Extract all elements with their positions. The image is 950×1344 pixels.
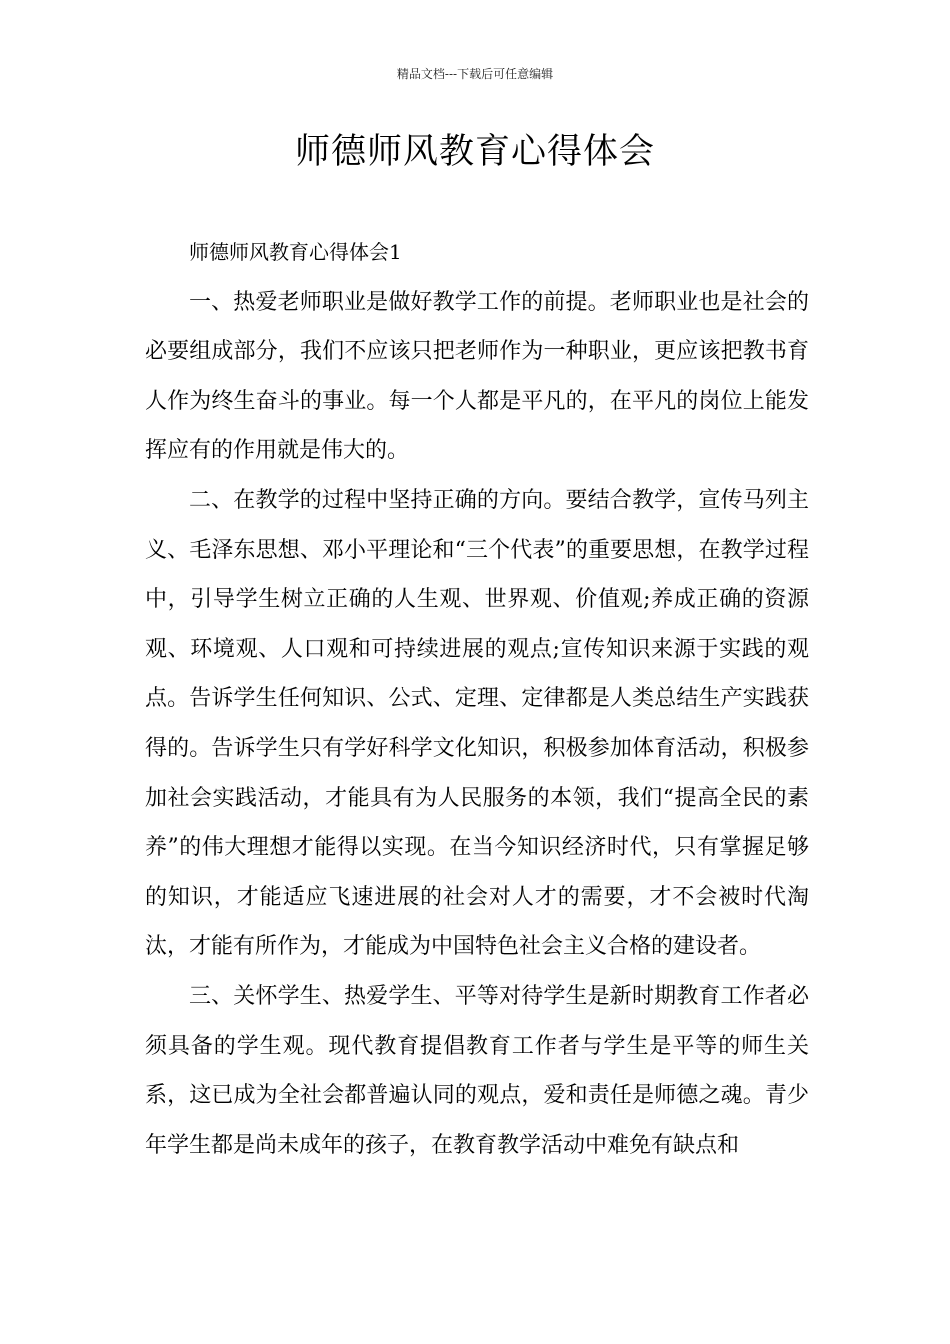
document-title: 师德师风教育心得体会 (294, 132, 655, 172)
paragraph-1: 一、热爱老师职业是做好教学工作的前提。老师职业也是社会的必要组成部分，我们不应该只把老师作为一种职业，更应该把教书育人作为终生奋斗的事业。每一个人都是平凡的，在平凡的岗位上能发挥应有的作用就是伟大的。 (145, 289, 809, 464)
header-note: 精品文档---下载后可任意编辑 (396, 67, 554, 81)
paragraph-2: 二、在教学的过程中坚持正确的方向。要结合教学，宣传马列主义、毛泽东思想、邓小平理论和“三个代表”的重要思想，在教学过程中，引导学生树立正确的人生观、世界观、价值观;养成正确的资源观、环境观、人口观和可持续进展的观点;宣传知识来源于实践的观点。告诉学生任何知识、公式、定理、定律都是人类总结生产实践获得的。告诉学生只有学好科学文化知识，积极参加体育活动，积极参加社会实践活动，才能具有为人民服务的本领，我们“提高全民的素养”的伟大理想才能得以实现。在当今知识经济时代，只有掌握足够的知识，才能适应飞速进展的社会对人才的需要，才不会被时代淘汰，才能有所作为，才能成为中国特色社会主义合格的建设者。 (145, 487, 809, 960)
section-subtitle: 师德师风教育心得体会1 (189, 240, 402, 264)
paragraph-3: 三、关怀学生、热爱学生、平等对待学生是新时期教育工作者必须具备的学生观。现代教育提倡教育工作者与学生是平等的师生关系，这已成为全社会都普遍认同的观点，爱和责任是师德之魂。青少年学生都是尚未成年的孩子，在教育教学活动中难免有缺点和 (145, 983, 809, 1158)
document-body (145, 228, 809, 1170)
